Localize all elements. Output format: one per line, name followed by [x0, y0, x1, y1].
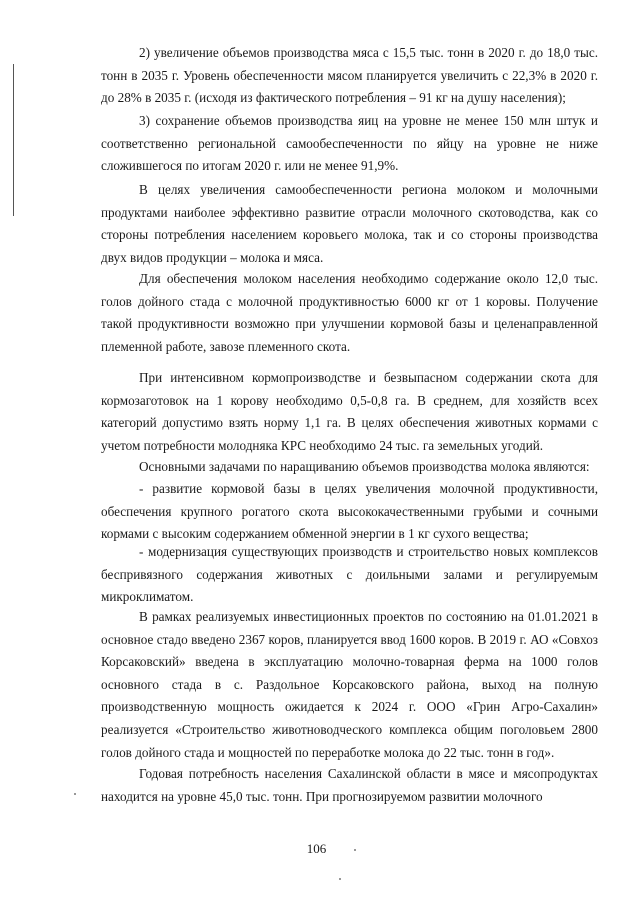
paragraph-dairy-herd: Для обеспечения молоком населения необходимо содержание около 12,0 тыс. голов дойного стада с молочной продуктивностью 6000 кг от 1 коровы. Получение такой продуктивности возможно при улучшении кормовой базы и целенаправленной племенной работе, завозе племенного скота. — [101, 271, 598, 354]
list-item-feed-base: - развитие кормовой базы в целях увеличения молочной продуктивности, обеспечения крупного рогатого скота высококачественными грубыми и сочными кормами с высоким содержанием обменной энергии в 1 кг сухого вещества; — [101, 481, 598, 542]
scan-speck — [74, 793, 76, 795]
paragraph-dairy-self-sufficiency: В целях увеличения самообеспеченности региона молоком и молочными продуктами наиболее эффективно развитие отрасли молочного скотоводства, как со стороны потребления населением коровьего молока, так и со стороны производства двух видов продукции – молока и мяса. — [101, 182, 598, 265]
paragraph-main-tasks: Основными задачами по наращиванию объемов производства молока являются: — [139, 459, 590, 474]
paragraph-egg-production: 3) сохранение объемов производства яиц на уровне не менее 150 млн штук и соответственно региональной самообеспеченности по яйцу на уровне не ниже сложившегося по итогам 2020 г. или не менее 91,9%. — [101, 113, 598, 174]
margin-line — [13, 64, 14, 216]
list-item-modernization: - модернизация существующих производств и строительство новых комплексов беспривязного содержания животных с доильными залами и регулируемым микроклиматом. — [101, 544, 598, 605]
paragraph-feed-land: При интенсивном кормопроизводстве и безвыпасном содержании скота для кормозаготовок на 1 корову необходимо 0,5-0,8 га. В среднем, для хозяйств всех категорий допустимо взять норму 1,1 га. В целях обеспечения животных кормами с учетом потребности молодняка КРС необходимо 24 тыс. га земельных угодий. — [101, 370, 598, 453]
paragraph-meat-production: 2) увеличение объемов производства мяса с 15,5 тыс. тонн в 2020 г. до 18,0 тыс. тонн в 2035 г. Уровень обеспеченности мясом планируется увеличить с 22,3% в 2020 г. до 28% в 2035 г. (исходя из фактического потребления – 91 кг на душу населения); — [101, 45, 598, 106]
paragraph-investment-projects: В рамках реализуемых инвестиционных проектов по состоянию на 01.01.2021 в основное стадо введено 2367 коров, планируется ввод 1600 коров. В 2019 г. АО «Совхоз Корсаковский» введена в эксплуатацию молочно-товарная ферма на 1000 голов основного стада в с. Раздольное Корсаковского района, выход на полную производственную мощность ожидается к 2024 г. ООО «Грин Агро-Сахалин» реализуется «Строительство животноводческого комплекса общим поголовьем 2800 голов дойного стада и мощностей по переработке молока до 22 тыс. тонн в год». — [101, 609, 598, 760]
scan-speck — [339, 878, 341, 880]
page-number: 106 — [306, 841, 327, 856]
paragraph-meat-demand: Годовая потребность населения Сахалинской области в мясе и мясопродуктах находится на уровне 45,0 тыс. тонн. При прогнозируемом развитии молочного — [101, 766, 598, 804]
scan-speck — [354, 849, 356, 851]
